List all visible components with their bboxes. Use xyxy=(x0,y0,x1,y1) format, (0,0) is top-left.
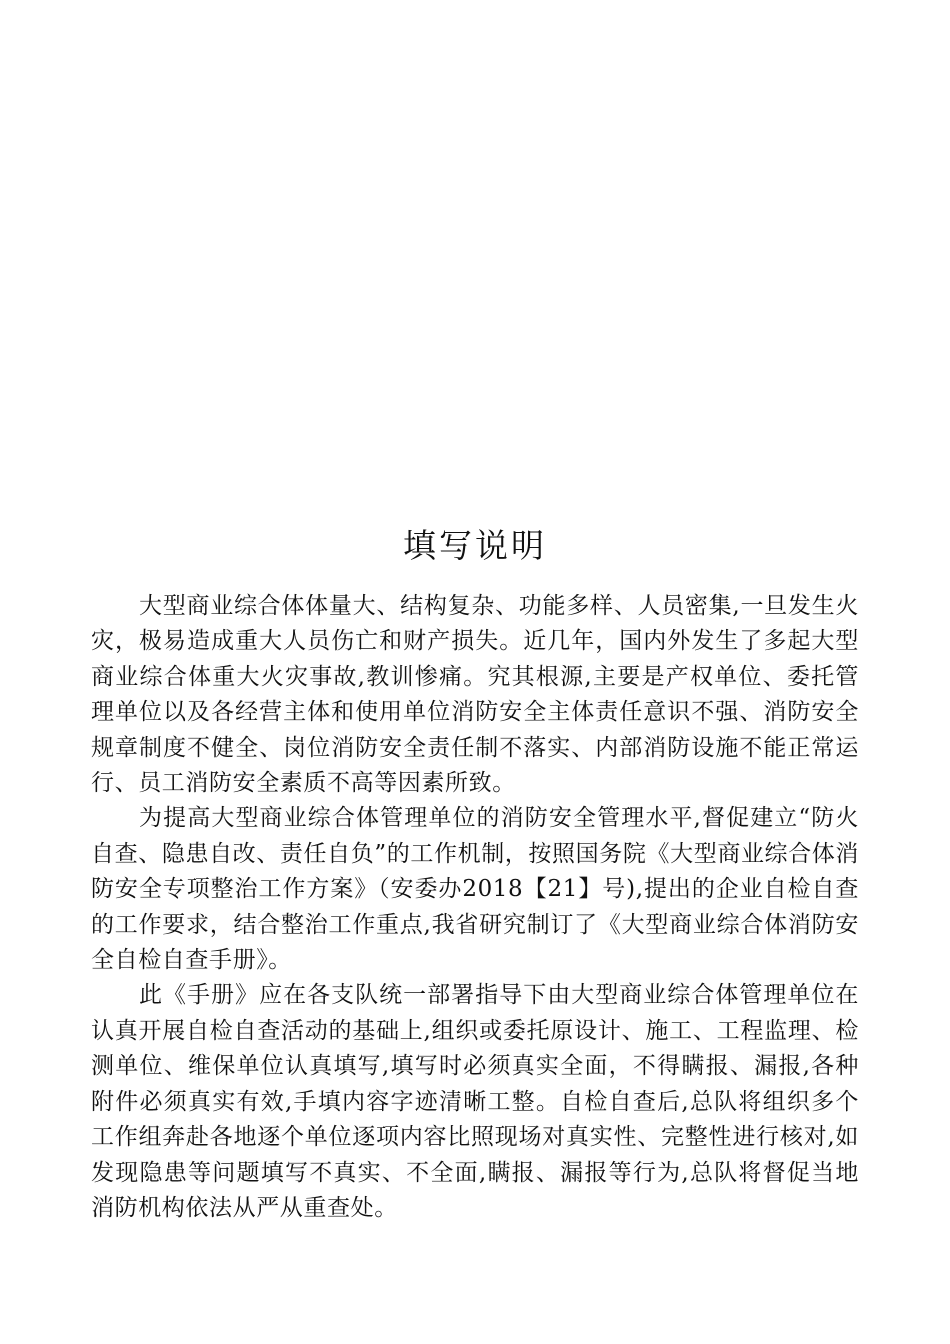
paragraph-requirements: 此《手册》应在各支队统一部署指导下由大型商业综合体管理单位在认真开展自检自查活动的基础上,组织或委托原设计、施工、工程监理、检测单位、维保单位认真填写,填写时必须真实全面，不得瞒报、漏报,各种附件必须真实有效,手填内容字迹清晰工整。自检自查后,总队将组织多个工作组奔赴各地逐个单位逐项内容比照现场对真实性、完整性进行核对,如发现隐患等问题填写不真实、不全面,瞒报、漏报等行为,总队将督促当地消防机构依法从严从重查处。 xyxy=(91,982,859,1221)
page-title: 填写说明 xyxy=(403,526,547,565)
paragraph-background: 大型商业综合体体量大、结构复杂、功能多样、人员密集,一旦发生火灾，极易造成重大人员伤亡和财产损失。近几年，国内外发生了多起大型商业综合体重大火灾事故,教训惨痛。究其根源,主要是产权单位、委托管理单位以及各经营主体和使用单位消防安全主体责任意识不强、消防安全规章制度不健全、岗位消防安全责任制不落实、内部消防设施不能正常运行、员工消防安全素质不高等因素所致。 xyxy=(91,593,859,797)
instructions-body xyxy=(91,589,859,1226)
paragraph-purpose: 为提高大型商业综合体管理单位的消防安全管理水平,督促建立“防火自查、隐患自改、责任自负”的工作机制，按照国务院《大型商业综合体消防安全专项整治工作方案》（安委办2018【21】号),提出的企业自检自查的工作要求，结合整治工作重点,我省研究制订了《大型商业综合体消防安全自检自查手册》。 xyxy=(91,805,859,974)
